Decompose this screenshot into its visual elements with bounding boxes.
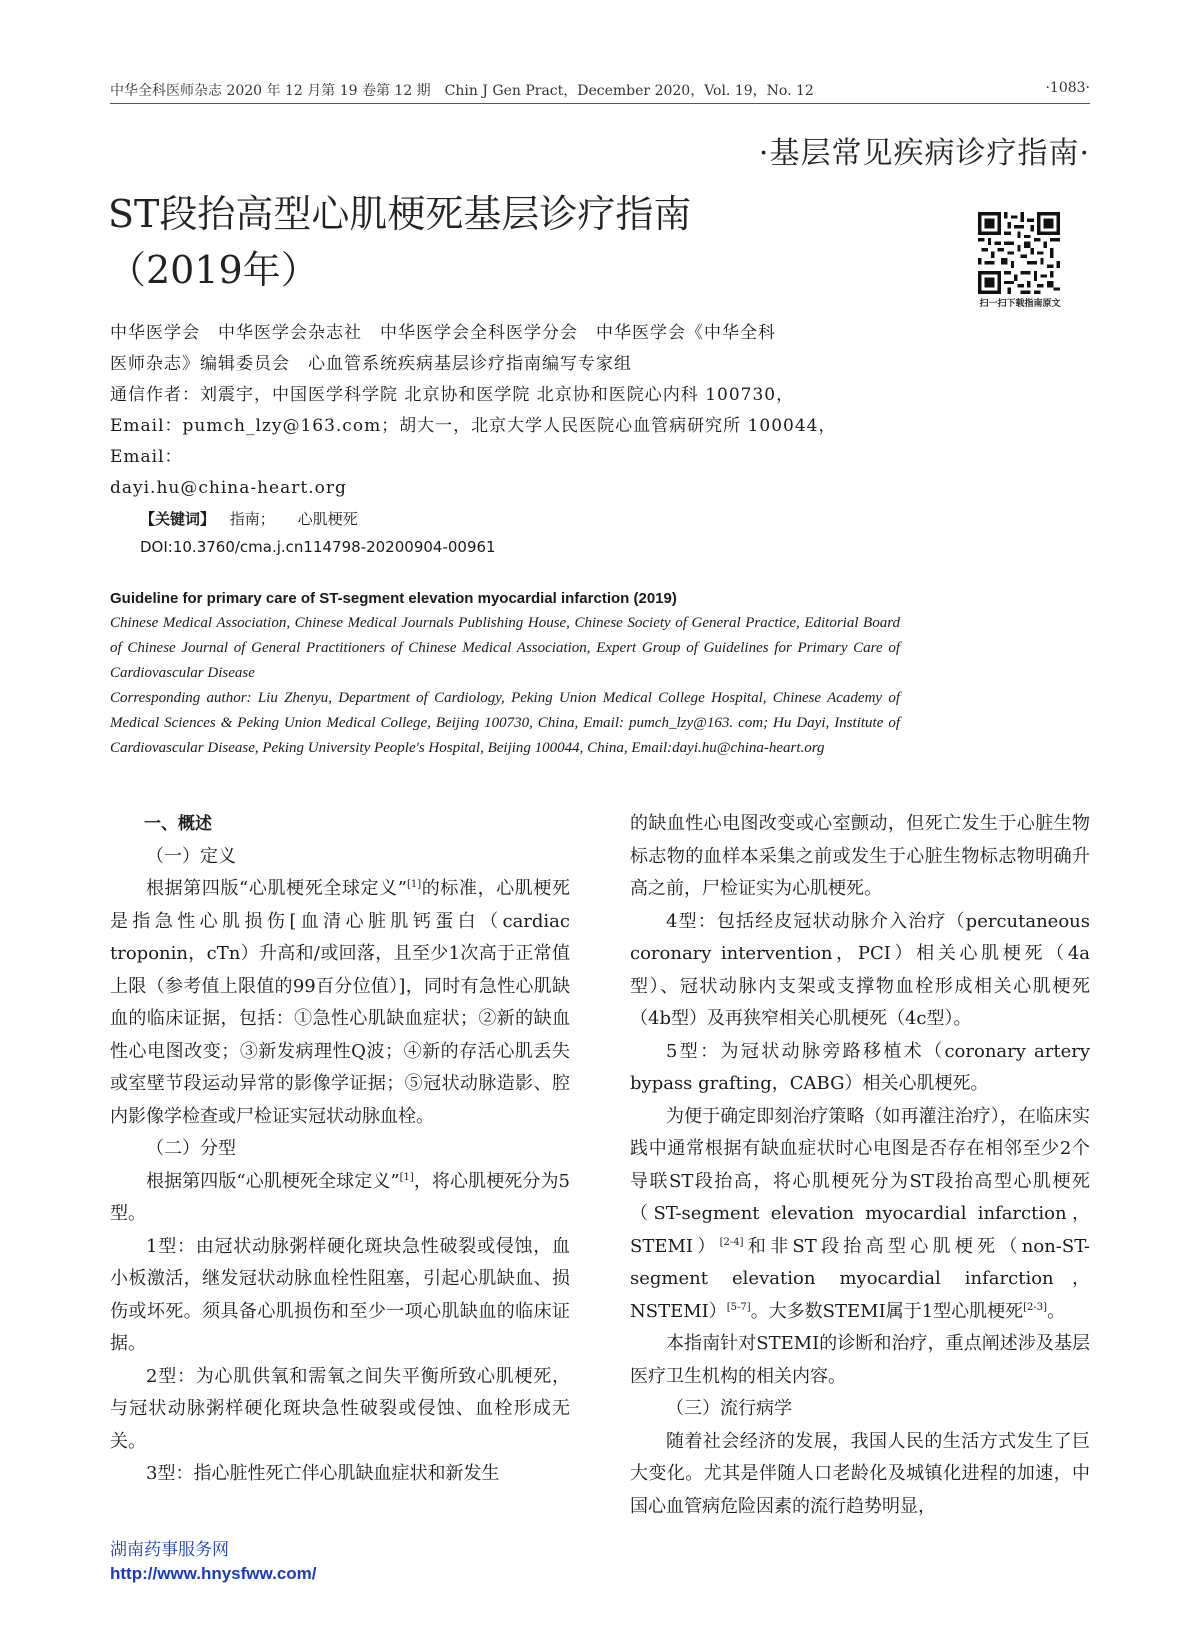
author-line: 医师杂志》编辑委员会 心血管系统疾病基层诊疗指南编写专家组 [110,354,632,374]
citation-ref[interactable]: [5-7] [726,1301,751,1313]
section-title: ·基层常见疾病诊疗指南· [758,136,1090,171]
paragraph: 为便于确定即刻治疗策略（如再灌注治疗），在临床实践中通常根据有缺血症状时心电图是否存在相邻至少2个导联ST段抬高，将心肌梗死分为ST段抬高型心肌梗死（ST-segment elevation myocardial infarction，STEMI）[2-4]和非ST段抬高型心肌梗死（non-ST-segment elevation myocardial infarction，NSTEMI）[5-7]。大多数STEMI属于1型心肌梗死[2-3]。 [630,1105,1090,1322]
journal-citation: 中华全科医师杂志 2020 年 12 月第 19 卷第 12 期 Chin J Gen Pract，December 2020，Vol. 19，No. 12 [110,83,814,99]
page-number: ·1083· [1045,80,1090,96]
subsection-heading: （三）流行病学 [666,1398,792,1419]
english-authors: Chinese Medical Association, Chinese Medical Journals Publishing House, Chinese Society of General Practice, Editorial Board of Chinese Journal of General Practitioners of Chinese Medical Association, Expert Group of Guidelines for Primary Care of Cardiovascular Disease [110,615,900,681]
doi[interactable]: DOI:10.3760/cma.j.cn114798-20200904-00961 [140,538,496,556]
corresponding-author-line: dayi.hu@china-heart.org [110,478,347,498]
corresponding-author-line: 通信作者：刘震宇，中国医学科学院 北京协和医学院 北京协和医院心内科 100730， [110,385,795,405]
english-abstract-block [110,586,900,761]
site-url-link[interactable]: http://www.hnysfww.com/ [110,1564,317,1583]
article-title [108,186,868,298]
qr-code-icon[interactable] [978,212,1060,294]
site-name: 湖南药事服务网 [110,1540,229,1560]
citation-ref[interactable]: [1] [406,879,422,890]
citation-ref[interactable]: [2-4] [719,1236,744,1248]
paragraph: 根据第四版“心肌梗死全球定义”[1]的标准，心肌梗死是指急性心肌损伤[血清心脏肌钙蛋白（cardiac troponin，cTn）升高和/或回落，且至少1次高于正常值上限（参考值上限值的99百分位值）]，同时有急性心肌缺血的临床证据，包括：①急性心肌缺血症状；②新的缺血性心电图改变；③新发病理性Q波；④新的存活心肌丢失或室壁节段运动异常的影像学证据；⑤冠状动脉造影、腔内影像学检查或尸检证实冠状动脉血栓。 [110,878,571,1127]
article-title-line1: ST段抬高型心肌梗死基层诊疗指南 [108,192,692,236]
keywords-label: 【关键词】 [140,510,216,528]
paragraph: 的缺血性心电图改变或心室颤动，但死亡发生于心脏生物标志物的血样本采集之前或发生于心脏生物标志物明确升高之前，尸检证实为心肌梗死。 [630,813,1090,899]
subsection-heading: （二）分型 [146,1138,236,1159]
keywords-block [140,505,900,561]
paragraph: 1型：由冠状动脉粥样硬化斑块急性破裂或侵蚀，血小板激活，继发冠状动脉血栓性阻塞，引起心肌缺血、损伤或坏死。须具备心肌损伤和至少一项心肌缺血的临床证据。 [110,1235,570,1354]
english-corresponding: Corresponding author: Liu Zhenyu, Department of Cardiology, Peking Union Medical College Hospital, Chinese Academy of Medical Sciences & Peking Union Medical College, Beijing 100730, China, Email: pumch_lzy@163. com; Hu Dayi, Institute of Cardiovascular Disease, Peking University People's Hospital, Beijing 100044, China, Email:dayi.hu@china-heart.org [110,690,900,756]
paragraph: 4型：包括经皮冠状动脉介入治疗（percutaneous coronary intervention，PCI）相关心肌梗死（4a型）、冠状动脉内支架或支撑物血栓形成相关心肌梗死（4b型）及再狭窄相关心肌梗死（4c型）。 [630,910,1090,1029]
body-column-left [110,808,570,1491]
article-title-line2: （2019年） [108,248,319,292]
header-rule [110,103,1090,104]
paragraph: 2型：为心肌供氧和需氧之间失平衡所致心肌梗死，与冠状动脉粥样硬化斑块急性破裂或侵蚀、血栓形成无关。 [110,1365,570,1452]
author-line: 中华医学会 中华医学会杂志社 中华医学会全科医学分会 中华医学会《中华全科 [110,323,776,343]
paragraph: 本指南针对STEMI的诊断和治疗，重点阐述涉及基层医疗卫生机构的相关内容。 [630,1333,1090,1387]
paragraph: 3型：指心脏性死亡伴心肌缺血症状和新发生 [146,1463,500,1484]
qr-caption: 扫一扫下载指南原文 [979,299,1061,309]
watermark-footer [110,1538,317,1586]
keyword: 心肌梗死 [297,510,358,528]
corresponding-author-line: Email：pumch_lzy@163.com；胡大一，北京大学人民医院心血管病研究所 100044，Email： [110,416,837,467]
english-title: Guideline for primary care of ST-segment elevation myocardial infarction (2019) [110,590,677,607]
author-block [110,318,900,504]
section-heading: 一、概述 [144,814,212,834]
paragraph: 5型：为冠状动脉旁路移植术（coronary artery bypass grafting，CABG）相关心肌梗死。 [630,1040,1090,1094]
subsection-heading: （一）定义 [146,845,236,867]
keyword: 指南； [229,510,275,528]
body-column-right [630,808,1090,1523]
paragraph: 随着社会经济的发展，我国人民的生活方式发生了巨大变化。尤其是伴随人口老龄化及城镇化进程的加速，中国心血管病危险因素的流行趋势明显， [630,1430,1090,1517]
citation-ref[interactable]: [2-3] [1023,1301,1048,1313]
citation-ref[interactable]: [1] [399,1171,414,1183]
paragraph: 根据第四版“心肌梗死全球定义”[1]，将心肌梗死分为5型。 [110,1170,571,1224]
